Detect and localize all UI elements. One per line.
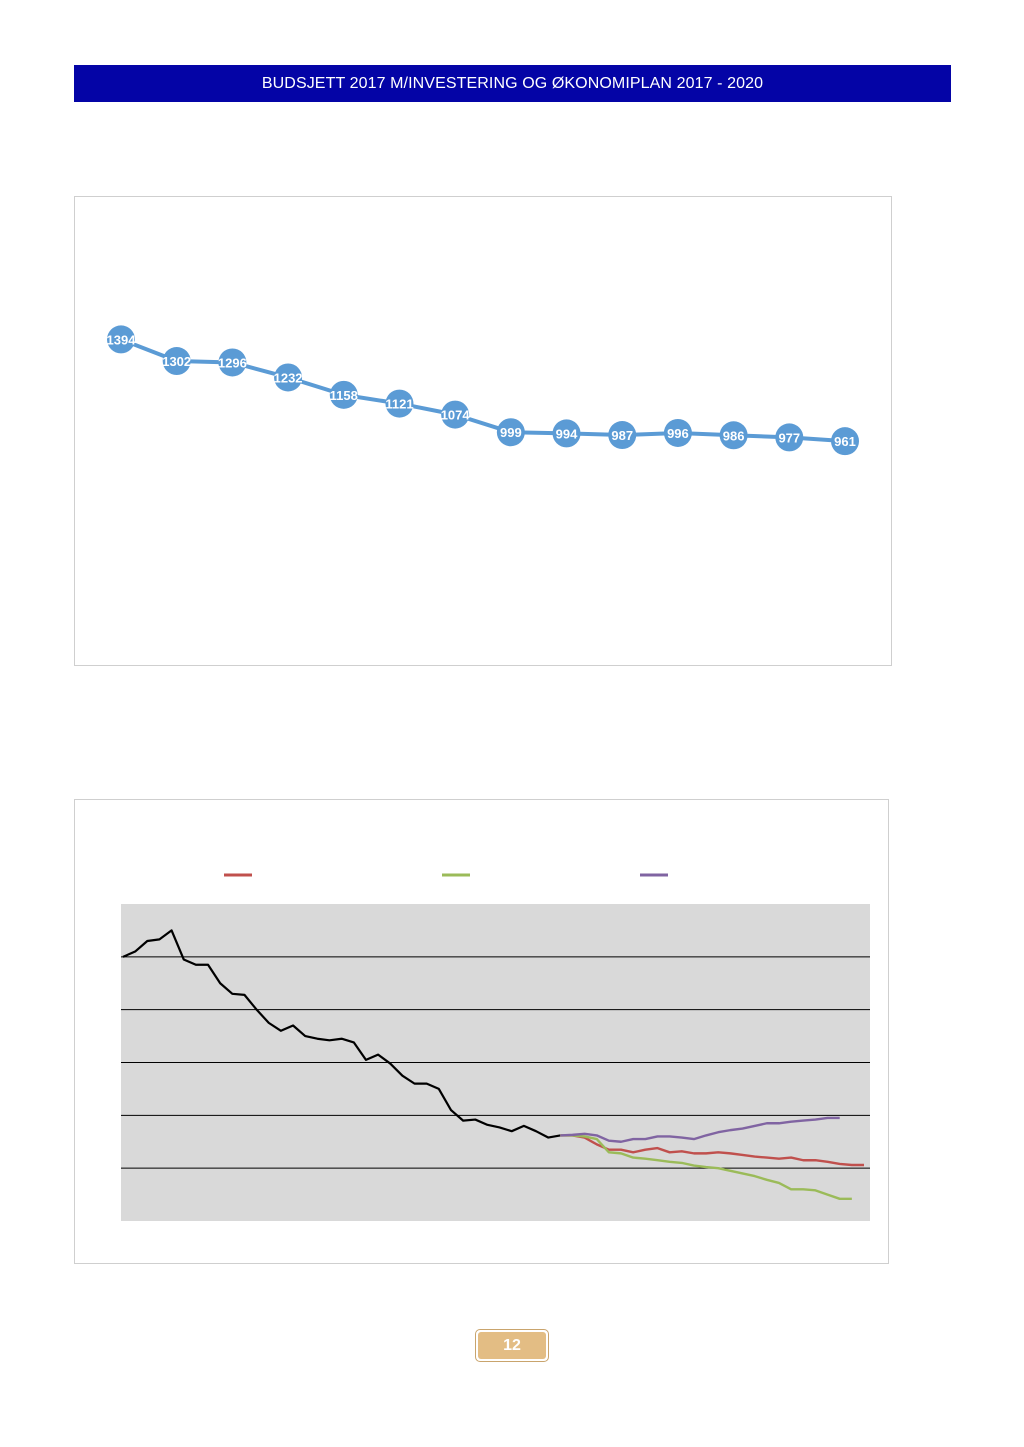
chart-1-data-label: 1394 — [106, 332, 136, 348]
chart-1-data-label: 961 — [834, 434, 856, 450]
page-number: 12 — [478, 1332, 546, 1359]
chart-2-svg — [75, 800, 890, 1265]
chart-1-data-label: 1074 — [440, 407, 470, 423]
document-title: BUDSJETT 2017 M/INVESTERING OG ØKONOMIPLAN 2017 - 2020 — [261, 74, 764, 92]
chart-1-data-label: 1232 — [273, 370, 303, 386]
chart-1-data-label: 987 — [611, 428, 634, 444]
chart-1-data-label: 994 — [555, 426, 578, 442]
chart-1-data-label: 977 — [778, 430, 801, 446]
chart-2-frame — [74, 799, 889, 1264]
chart-1-data-label: 1121 — [385, 396, 414, 412]
chart-1-data-label: 986 — [722, 428, 745, 444]
chart-1-data-label: 996 — [667, 425, 689, 441]
document-header-bar — [74, 65, 951, 102]
chart-1-data-label: 1158 — [329, 387, 358, 403]
chart-1-frame — [74, 196, 892, 666]
chart-1-svg — [75, 197, 893, 667]
page-number-badge — [475, 1329, 549, 1362]
chart-1-data-label: 1296 — [217, 355, 247, 371]
chart-1-data-label: 1302 — [162, 354, 192, 370]
chart-1-data-label: 999 — [499, 425, 522, 441]
